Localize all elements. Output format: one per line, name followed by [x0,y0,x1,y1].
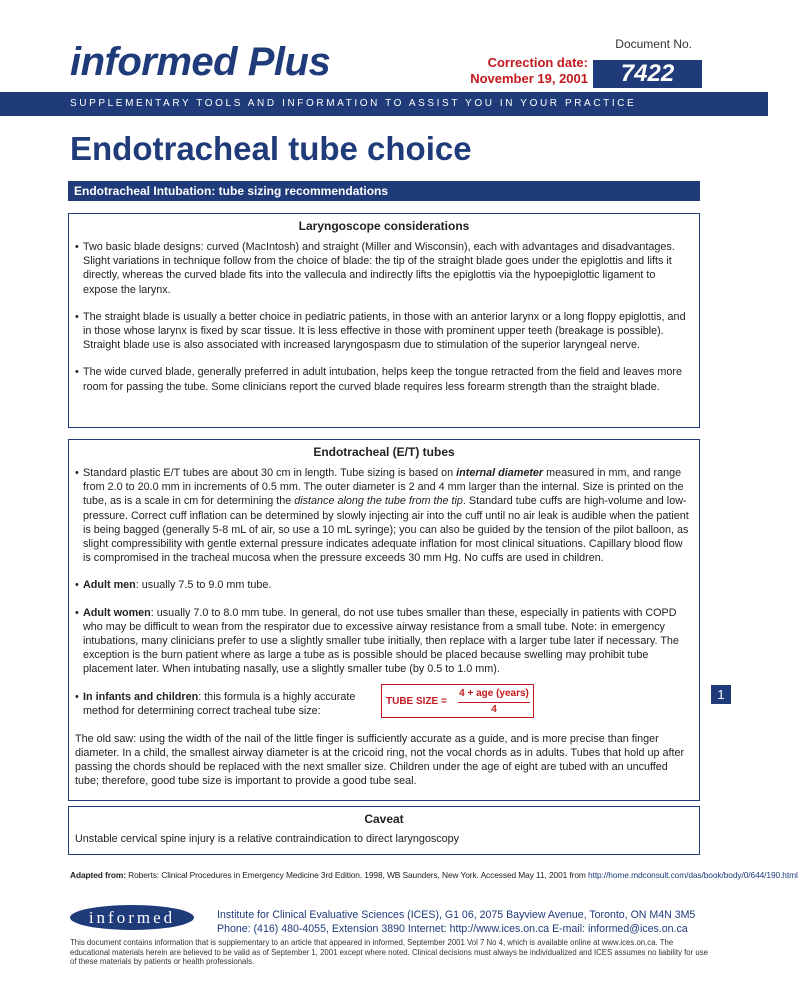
laryngoscope-paragraph [69,365,699,393]
paragraph-text: measured in mm, and range from 2.0 to 20.0 mm in increments of 0.5 mm. The outer diameter is 2 and 4 mm larger than the internal. Size is printed on the tube, as is a scale in cm for determining the [83,467,684,508]
bullet-icon: • [75,579,79,592]
correction-date [470,55,588,87]
infants-label: In infants and children [83,690,199,703]
tubes-paragraph [69,466,699,565]
adult-women-paragraph [69,606,699,677]
document-no-label: Document No. [615,37,692,51]
paragraph-text: Two basic blade designs: curved (MacIntosh) and straight (Miller and Wisconsin), each with advantages and disadvantages. Slight variations in technique follow from the choice of blade: the tip of the straight blade goes under the epiglottis and lifts it directly, whereas the curved blade fits into the vallecula and indirectly lifts the epiglottis via the hypoepiglottic ligament to expose the larynx. [83,241,675,296]
contact-line: Phone: (416) 480-4055, Extension 3890 Internet: http://www.ices.on.ca E-mail: informed@ices.on.ca [217,923,688,935]
formula-label: TUBE SIZE = [386,695,447,707]
laryngoscope-paragraph [69,310,699,353]
infants-row [69,687,699,732]
old-saw-paragraph: The old saw: using the width of the nail of the little finger is sufficiently accurate as a guide, and is more precise than finger diameter. In a child, the smallest airway diameter is at the cricoid ring, not the vocal chords as in adults. Tubes that hold up after passing the chords should be replaced with the next smaller size. Children under the age of eight are tubed with an uncuffed tube; therefore, good tube size is important to provide a good tube seal. [75,732,685,788]
source-link[interactable]: http://home.mdconsult.com/das/book/body/0/644/190.html [588,870,798,880]
address-line: Institute for Clinical Evaluative Sciences (ICES), G1 06, 2075 Bayview Avenue, Toronto, ON M4N 3M5 [217,909,696,921]
paragraph-text: : usually 7.5 to 9.0 mm tube. [135,579,272,592]
adapted-label: Adapted from: [70,870,126,880]
paragraph-text: . Standard tube cuffs are high-volume and low-pressure. Correct cuff inflation can be determined by slowly injecting air into the cuff until no air leak is audible when the patient is being bagged (generally 5-8 mL of air, so use a 10 mL syringe); you can also be guided by the tension of the pilot balloon, as slight compressibility with gentle external pressure indicates adequate inflation for most clinical situations. Capillary blood flow is compromised in the tracheal mucosa when the pressure exceeds 30 mm Hg. No cuffs are used in children. [83,495,689,565]
laryngoscope-paragraph [69,240,699,297]
emphasis-text: internal diameter [456,467,544,479]
fraction-bar [458,702,530,703]
paragraph-text: The straight blade is usually a better choice in pediatric patients, in those with an anterior larynx or a long floppy epiglottis, and in those whose larynx is fixed by scar tissue. It is less effective in those with prominent upper teeth (breakage is possible). Straight blade use is also associated with increased laryngospasm due to stimulation of the superior laryngeal nerve. [83,310,686,352]
disclaimer: This document contains information that is supplementary to an article that appeared in informed, September 2001 Vol 7 No 4, which is available online at www.ices.on.ca. The educational materials herein are believed to be valid as of September 1, 2001 except where noted. Clinical decisions must always be individualized and ICES assumes no liability for use of these materials by patients or health professionals. [70,938,708,967]
document-number: 7422 [593,60,702,88]
paragraph-text: The wide curved blade, generally preferred in adult intubation, helps keep the tongue retracted from the field and leaves more room for passing the tube. Some clinicians report the curved blade requires less forearm strength than the straight blade. [83,366,682,393]
adult-men-label: Adult men [83,579,136,592]
bullet-icon: • [75,366,79,379]
correction-label: Correction date: [487,55,588,70]
correction-date-value: November 19, 2001 [470,71,588,86]
section-heading: Endotracheal Intubation: tube sizing recommendations [68,181,700,201]
et-tubes-heading: Endotracheal (E/T) tubes [313,445,455,459]
paragraph-text: Standard plastic E/T tubes are about 30 cm in length. Tube sizing is based on [83,467,457,479]
bullet-icon: • [75,690,79,703]
caveat-box [68,806,700,855]
tube-size-formula [381,684,534,718]
bullet-icon: • [75,467,79,479]
banner: SUPPLEMENTARY TOOLS AND INFORMATION TO ASSIST YOU IN YOUR PRACTICE [0,92,768,116]
brand-title: informed Plus [70,40,331,84]
et-tubes-box [68,439,700,801]
page-title: Endotracheal tube choice [70,130,472,167]
bullet-icon: • [75,310,79,323]
laryngoscope-heading: Laryngoscope considerations [298,219,470,233]
caveat-text: Unstable cervical spine injury is a relative contraindication to direct laryngoscopy [75,833,460,845]
adapted-from [70,870,798,880]
emphasis-text: distance along the tube from the tip [294,495,463,508]
ices-logo: informed [70,905,194,930]
paragraph-text: : usually 7.0 to 8.0 mm tube. In general, do not use tubes smaller than these, especially in patients with COPD who may be difficult to wean from the respirator due to excessive airway resistance from a small tube. Note: in emergency intubations, many clinicians prefer to use a slightly smaller tube initially, then replace with a larger tube later if necessary. The exception is the burn patient where as large a tube as is possible should be placed because swelling may prohibit tube placement later. When intubating nasally, use a slightly smaller tube (by 0.5 to 1.0 mm). [83,606,679,676]
formula-numerator: 4 + age (years) [459,687,529,699]
adapted-text: Roberts: Clinical Procedures in Emergency Medicine 3rd Edition. 1998, WB Saunders, New York. Accessed May 11, 2001 from [128,870,589,880]
address-block [217,908,695,936]
laryngoscope-box [68,213,700,428]
adult-men-paragraph [69,578,699,592]
infants-paragraph [69,690,381,718]
formula-denominator: 4 [491,703,497,715]
page-number: 1 [711,685,731,704]
bullet-icon: • [75,241,79,253]
adult-women-label: Adult women [83,606,151,619]
paragraph-text: : this formula is a highly accurate method for determining correct tracheal tube size: [83,690,356,717]
caveat-heading: Caveat [364,812,404,826]
bullet-icon: • [75,606,79,619]
